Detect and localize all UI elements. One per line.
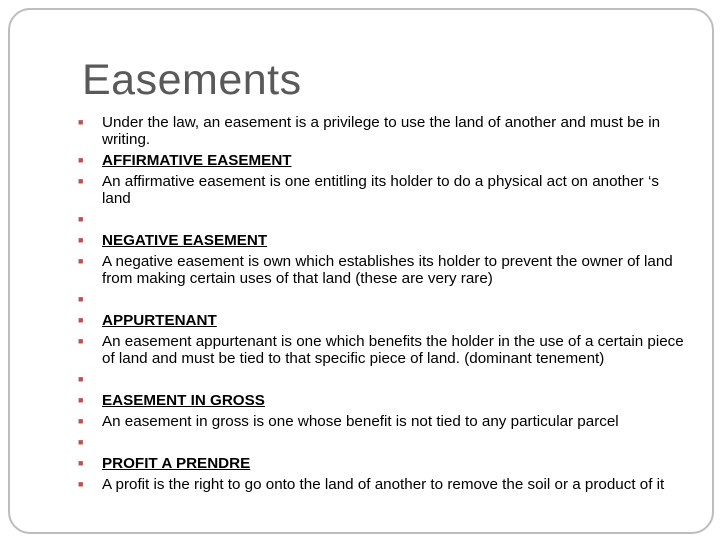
bullet-text: Under the law, an easement is a privilege to use the land of another and must be in writing. — [102, 114, 661, 148]
bullet-item — [78, 333, 688, 367]
bullet-text: An affirmative easement is one entitling its holder to do a physical act on another ‘s land — [102, 173, 659, 207]
slide-title: Easements — [82, 56, 302, 104]
bullet-icon: ■ — [78, 437, 84, 447]
bullet-icon: ■ — [78, 294, 84, 304]
bullet-icon: ■ — [78, 374, 84, 384]
bullet-item-empty — [78, 371, 688, 388]
bullet-heading-text: AFFIRMATIVE EASEMENT — [102, 152, 292, 169]
bullet-list — [78, 114, 688, 497]
bullet-item — [78, 173, 688, 207]
bullet-icon: ■ — [78, 458, 84, 468]
bullet-item — [78, 253, 688, 287]
bullet-item — [78, 114, 688, 148]
bullet-icon: ■ — [78, 155, 84, 165]
bullet-text: A profit is the right to go onto the land of another to remove the soil or a product of it — [102, 476, 665, 493]
bullet-icon: ■ — [78, 117, 84, 127]
bullet-text: An easement in gross is one whose benefit is not tied to any particular parcel — [102, 413, 619, 430]
bullet-item-empty — [78, 211, 688, 228]
bullet-item — [78, 476, 688, 493]
bullet-item-heading — [78, 152, 688, 169]
bullet-item-empty — [78, 434, 688, 451]
bullet-item-heading — [78, 455, 688, 472]
bullet-text: An easement appurtenant is one which benefits the holder in the use of a certain piece of land and must be tied to that specific piece of land. (dominant tenement) — [102, 333, 684, 367]
bullet-icon: ■ — [78, 176, 84, 186]
bullet-heading-text: APPURTENANT — [102, 312, 217, 329]
bullet-icon: ■ — [78, 416, 84, 426]
bullet-heading-text: PROFIT A PRENDRE — [102, 455, 251, 472]
bullet-item-heading — [78, 232, 688, 249]
bullet-icon: ■ — [78, 315, 84, 325]
bullet-icon: ■ — [78, 235, 84, 245]
bullet-item-heading — [78, 312, 688, 329]
bullet-icon: ■ — [78, 336, 84, 346]
bullet-item — [78, 413, 688, 430]
bullet-item-heading — [78, 392, 688, 409]
bullet-heading-text: NEGATIVE EASEMENT — [102, 232, 268, 249]
bullet-icon: ■ — [78, 256, 84, 266]
bullet-icon: ■ — [78, 479, 84, 489]
bullet-icon: ■ — [78, 395, 84, 405]
bullet-heading-text: EASEMENT IN GROSS — [102, 392, 265, 409]
bullet-icon: ■ — [78, 214, 84, 224]
bullet-text: A negative easement is own which establishes its holder to prevent the owner of land from making certain uses of that land (these are very rare) — [102, 253, 673, 287]
bullet-item-empty — [78, 291, 688, 308]
